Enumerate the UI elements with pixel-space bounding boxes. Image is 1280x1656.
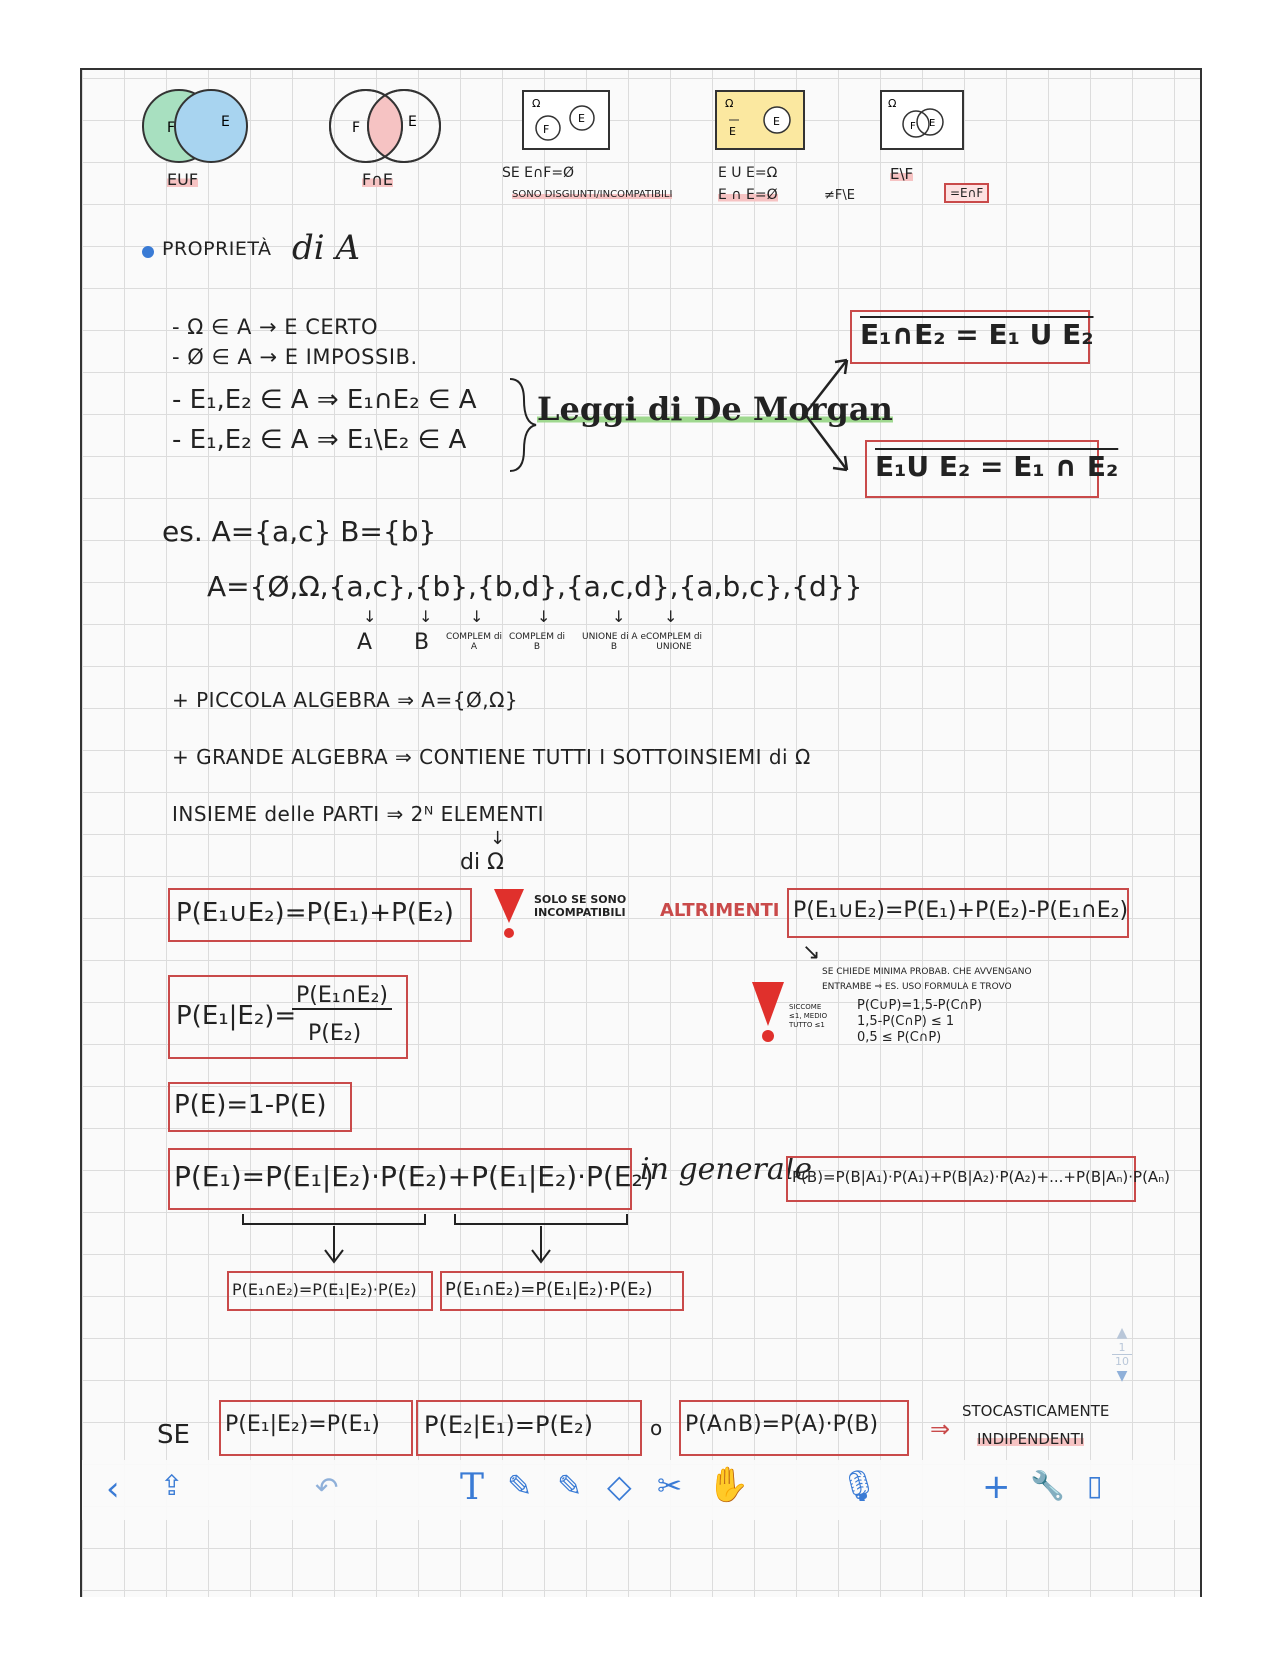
microphone-icon[interactable]: 🎙 xyxy=(840,1469,879,1504)
add-icon[interactable]: + xyxy=(982,1467,1011,1507)
arrow-down-icon: ↓ xyxy=(612,607,626,626)
total-general-box xyxy=(786,1156,1171,1202)
union-general-box xyxy=(787,888,1129,938)
venn-complement-line1: E U E=Ω xyxy=(718,165,778,181)
venn-complement-e: E xyxy=(773,115,780,128)
settings-wrench-icon[interactable]: 🔧 xyxy=(1030,1469,1065,1502)
arrow-down-icon: ↓ xyxy=(490,828,506,849)
total-prob-box xyxy=(168,1148,654,1210)
venn-difference-omega: Ω xyxy=(888,97,897,110)
property-item-4: - E₁,E₂ ∈ A ⇒ E₁\E₂ ∈ A xyxy=(172,425,467,455)
example-sets: es. A={a,c} B={b} xyxy=(162,515,437,548)
lasso-tool-icon[interactable]: ✂ xyxy=(657,1469,683,1504)
venn-intersection-caption: F∩E xyxy=(362,170,394,189)
page-total: 10 xyxy=(1112,1354,1132,1368)
note-line1: SE CHIEDE MINIMA PROBAB. CHE AVVENGANO xyxy=(822,967,1032,977)
indep2-formula: P(E₂|E₁)=P(E₂) xyxy=(424,1411,593,1439)
in-general-label: in generale xyxy=(640,1152,813,1187)
total-general-formula: P(B)=P(B|A₁)·P(A₁)+P(B|A₂)·P(A₂)+...+P(B|Aₙ)·P(Aₙ) xyxy=(792,1168,1171,1186)
complement-box xyxy=(168,1082,352,1132)
hand-tool-icon[interactable]: ✋ xyxy=(707,1465,750,1505)
undo-icon[interactable]: ↶ xyxy=(315,1471,339,1504)
venn-difference-result: =E∩F xyxy=(944,183,989,203)
de-morgan-law1-box xyxy=(850,310,1094,364)
note-page xyxy=(80,68,1202,1597)
pen-tool-icon[interactable]: ✎ xyxy=(507,1469,533,1504)
eraser-tool-icon[interactable]: ◇ xyxy=(607,1467,632,1505)
arrow-down-icon: ↓ xyxy=(363,607,377,626)
venn-difference-note: ≠F\E xyxy=(824,188,855,203)
pages-icon[interactable]: ▯ xyxy=(1087,1469,1103,1502)
venn-intersection xyxy=(322,84,452,174)
arrow-down-icon: ↓ xyxy=(537,607,551,626)
indep3-formula: P(A∩B)=P(A)·P(B) xyxy=(685,1412,879,1437)
venn-union-f: F xyxy=(167,120,176,136)
brace xyxy=(502,375,542,475)
power-set: INSIEME delle PARTI ⇒ 2ᴺ ELEMENTI xyxy=(172,802,544,826)
bottom-toolbar xyxy=(82,1460,1200,1520)
total-prob-brackets xyxy=(237,1210,637,1270)
property-item-1: - Ω ∈ A → E CERTO xyxy=(172,315,379,339)
venn-union-e: E xyxy=(221,114,230,130)
page-up-icon[interactable]: ▲ xyxy=(1116,1325,1128,1341)
venn-complement-line2: E ∩ E=Ø xyxy=(718,187,778,203)
note-calc: P(C∪P)=1,5-P(C∩P) 1,5-P(C∩P) ≤ 1 0,5 ≤ P(C∩P) xyxy=(857,998,983,1045)
or-label: o xyxy=(650,1416,663,1440)
share-icon[interactable]: ⇪ xyxy=(160,1469,184,1502)
venn-complement-ebar: E xyxy=(729,125,736,138)
de-morgan-title: Leggi di De Morgan xyxy=(537,390,893,428)
venn-union-caption: EUF xyxy=(167,170,199,189)
venn-difference-caption: E\F xyxy=(890,165,914,183)
stochastic-label-1: STOCASTICAMENTE xyxy=(962,1402,1110,1420)
label-complement-union: COMPLEM di UNIONE xyxy=(645,632,703,652)
sub1-formula: P(E₁∩E₂)=P(E₁|E₂)·P(E₂) xyxy=(232,1280,417,1299)
example-algebra: A={Ø,Ω,{a,c},{b},{b,d},{a,c,d},{a,b,c},{d}} xyxy=(207,570,863,603)
indep3-box xyxy=(679,1400,909,1456)
venn-union xyxy=(137,84,257,174)
venn-disjoint-e: E xyxy=(578,112,585,125)
conditional-box xyxy=(168,975,408,1059)
conditional-denominator: P(E₂) xyxy=(308,1021,362,1046)
de-morgan-law1: E₁∩E₂ = E₁ U E₂ xyxy=(860,318,1094,351)
property-item-3: - E₁,E₂ ∈ A ⇒ E₁∩E₂ ∈ A xyxy=(172,385,477,415)
venn-intersection-e: E xyxy=(408,114,417,130)
sub1-box xyxy=(227,1271,433,1311)
label-complement-b: COMPLEM di B xyxy=(508,632,566,652)
highlighter-tool-icon[interactable]: ✎ xyxy=(557,1469,583,1504)
union-general-formula: P(E₁∪E₂)=P(E₁)+P(E₂)-P(E₁∩E₂) xyxy=(793,898,1129,923)
venn-complement xyxy=(715,90,807,152)
de-morgan-law2: E₁U E₂ = E₁ ∩ E₂ xyxy=(875,450,1119,483)
complement-formula: P(E)=1-P(E) xyxy=(174,1090,327,1120)
venn-disjoint-f: F xyxy=(543,123,550,136)
power-set-sub: di Ω xyxy=(460,850,504,875)
indep1-formula: P(E₁|E₂)=P(E₁) xyxy=(225,1412,380,1437)
conditional-numerator: P(E₁∩E₂) xyxy=(292,983,392,1010)
venn-difference xyxy=(880,90,966,152)
arrow-down-icon: ↘ xyxy=(802,940,821,965)
indep1-box xyxy=(219,1400,413,1456)
total-prob-formula: P(E₁)=P(E₁|E₂)·P(E₂)+P(E₁|E₂)·P(E₂) xyxy=(174,1160,654,1193)
venn-complement-omega: Ω xyxy=(725,97,734,110)
venn-disjoint-omega: Ω xyxy=(532,97,541,110)
property-item-2: - Ø ∈ A → E IMPOSSIB. xyxy=(172,345,418,369)
se-label: SE xyxy=(157,1420,190,1450)
label-b: B xyxy=(414,630,430,655)
venn-disjoint-line1: SE E∩F=Ø xyxy=(502,165,575,181)
bullet-dot xyxy=(142,246,154,258)
venn-intersection-f: F xyxy=(352,120,361,136)
back-icon[interactable]: ‹ xyxy=(106,1469,120,1509)
page-current: 1 xyxy=(1118,1341,1126,1354)
warning-icon xyxy=(492,885,526,940)
implies-icon: ⇒ xyxy=(930,1415,951,1443)
text-tool-icon[interactable]: T xyxy=(460,1467,485,1508)
page-indicator[interactable] xyxy=(1112,1325,1132,1384)
properties-heading-script: di A xyxy=(292,228,360,268)
label-union: UNIONE di A e B xyxy=(582,632,646,652)
conditional-lhs: P(E₁|E₂)= xyxy=(176,1001,297,1031)
large-algebra: + GRANDE ALGEBRA ⇒ CONTIENE TUTTI I SOTTOINSIEMI di Ω xyxy=(172,745,811,769)
venn-difference-f: F xyxy=(910,121,916,132)
small-algebra: + PICCOLA ALGEBRA ⇒ A={Ø,Ω} xyxy=(172,688,519,712)
venn-difference-e: E xyxy=(929,118,936,129)
sub2-formula: P(E₁∩E₂)=P(E₁|E₂)·P(E₂) xyxy=(445,1279,653,1300)
venn-disjoint-line2: SONO DISGIUNTI/INCOMPATIBILI xyxy=(512,189,673,200)
union-disjoint-formula: P(E₁∪E₂)=P(E₁)+P(E₂) xyxy=(176,898,454,928)
arrow-down-icon: ↓ xyxy=(664,607,678,626)
union-disjoint-box xyxy=(168,888,472,942)
sub2-box xyxy=(440,1271,684,1311)
properties-heading: PROPRIETÀ xyxy=(162,238,272,260)
stochastic-label-2: INDIPENDENTI xyxy=(977,1430,1085,1448)
arrow-down-icon: ↓ xyxy=(470,607,484,626)
venn-disjoint xyxy=(522,90,612,152)
note-side: SICCOME ≤1, MEDIO TUTTO ≤1 xyxy=(789,1003,828,1029)
label-complement-a: COMPLEM di A xyxy=(445,632,503,652)
indep2-box xyxy=(416,1400,642,1456)
arrow-down-icon: ↓ xyxy=(419,607,433,626)
warning-icon-2 xyxy=(750,978,786,1044)
note-line2: ENTRAMBE ⇒ ES. USO FORMULA E TROVO xyxy=(822,982,1012,992)
label-a: A xyxy=(357,630,373,655)
page-down-icon[interactable]: ▼ xyxy=(1116,1368,1128,1384)
otherwise-label: ALTRIMENTI xyxy=(660,900,780,921)
de-morgan-law2-box xyxy=(865,440,1119,498)
only-if-note: SOLO SE SONO INCOMPATIBILI xyxy=(534,893,627,919)
